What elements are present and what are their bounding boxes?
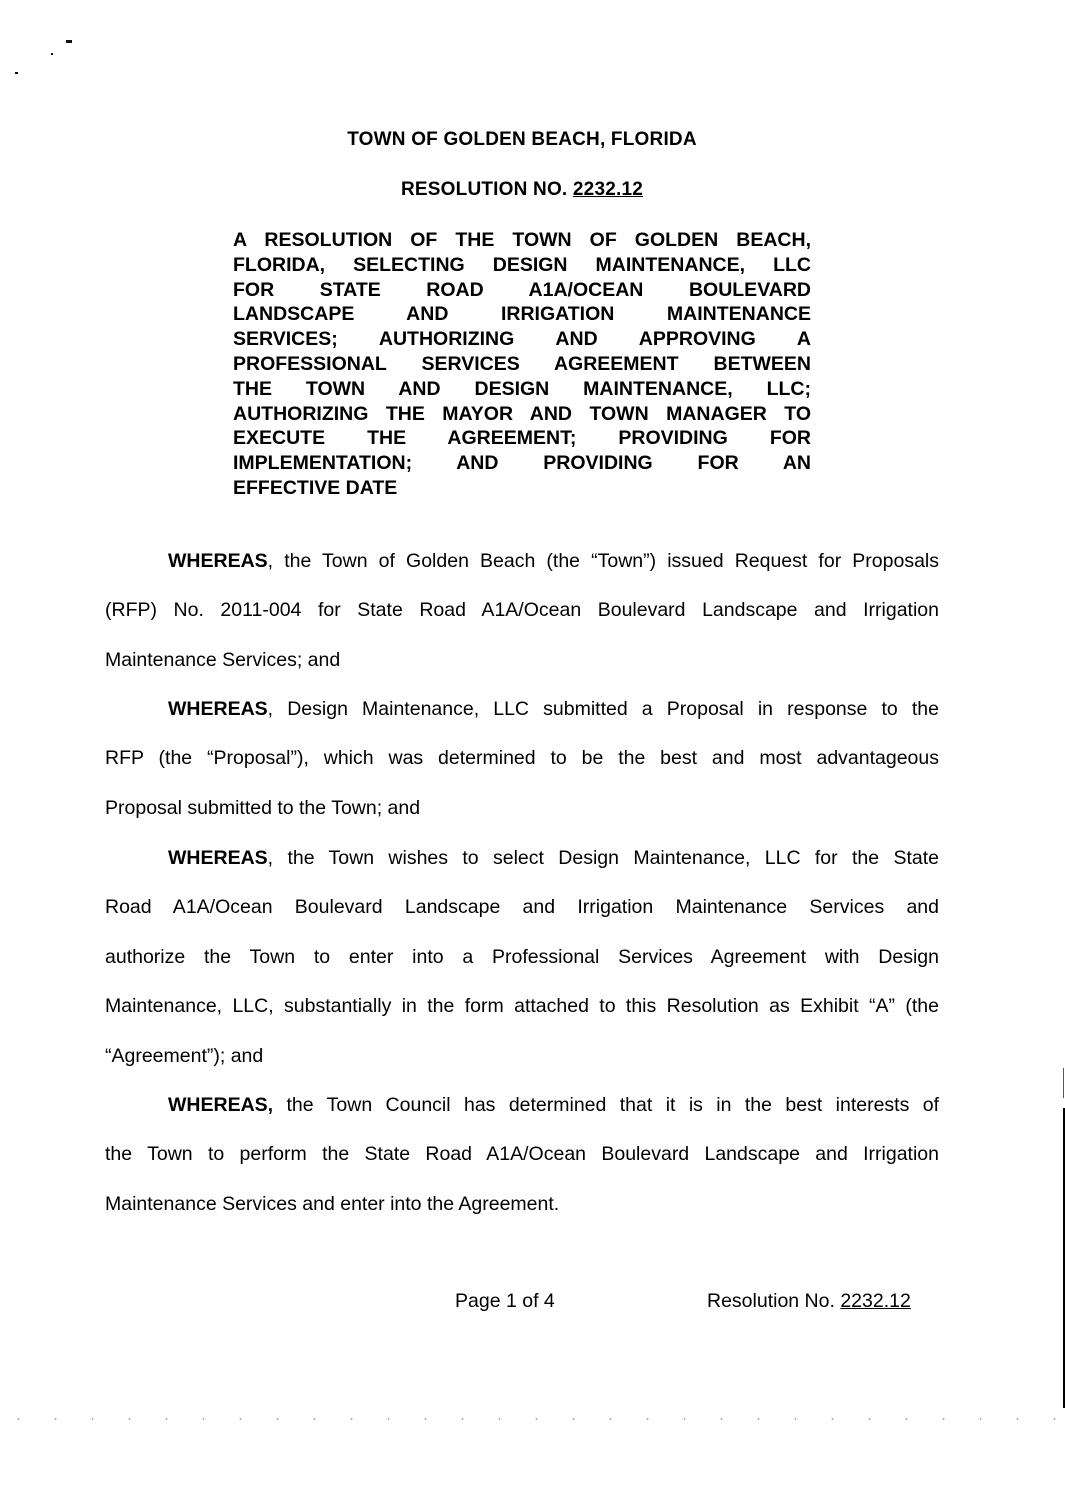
page-number: Page 1 of 4 xyxy=(455,1290,555,1312)
whereas-clause xyxy=(105,537,939,685)
clause-line xyxy=(105,685,939,734)
title-line: AUTHORIZING THE MAYOR AND TOWN MANAGER TO xyxy=(233,402,811,425)
whereas-clause xyxy=(105,685,939,833)
clause-text: the Town Council has determined that it is in the best interests of xyxy=(273,1094,939,1116)
title-line: THE TOWN AND DESIGN MAINTENANCE, LLC; xyxy=(233,377,811,400)
clause-line: Maintenance, LLC, substantially in the form attached to this Resolution as Exhibit “A” (the xyxy=(105,995,939,1018)
clause-line xyxy=(105,834,939,883)
footer-resolution-prefix: Resolution No. xyxy=(707,1290,841,1312)
scan-dots xyxy=(0,1418,1065,1420)
title-line: EXECUTE THE AGREEMENT; PROVIDING FOR xyxy=(233,427,811,450)
clause-line: RFP (the “Proposal”), which was determined to be the best and most advantageous xyxy=(105,747,939,770)
footer-resolution-number xyxy=(707,1290,911,1313)
whereas-clause xyxy=(105,834,939,1081)
clause-line: the Town to perform the State Road A1A/Ocean Boulevard Landscape and Irrigation xyxy=(105,1143,939,1166)
whereas-clause xyxy=(105,1081,939,1229)
title-line: FLORIDA, SELECTING DESIGN MAINTENANCE, LLC xyxy=(233,253,811,276)
clause-line: Proposal submitted to the Town; and xyxy=(105,796,421,819)
resolution-title xyxy=(233,228,811,501)
title-line: LANDSCAPE AND IRRIGATION MAINTENANCE xyxy=(233,303,811,326)
clause-line: Maintenance Services; and xyxy=(105,648,341,671)
scan-edge-line xyxy=(1063,1068,1064,1098)
whereas-lead: WHEREAS xyxy=(168,698,268,720)
clause-line: authorize the Town to enter into a Professional Services Agreement with Design xyxy=(105,945,939,968)
resolution-number: 2232.12 xyxy=(572,179,643,200)
clause-line: Road A1A/Ocean Boulevard Landscape and Irrigation Maintenance Services and xyxy=(105,896,939,919)
whereas-lead: WHEREAS, xyxy=(168,1094,274,1116)
title-line: IMPLEMENTATION; AND PROVIDING FOR AN xyxy=(233,452,811,475)
clause-text: , the Town wishes to select Design Maintenance, LLC for the State xyxy=(267,847,939,869)
title-line: PROFESSIONAL SERVICES AGREEMENT BETWEEN xyxy=(233,352,811,375)
clause-text: , the Town of Golden Beach (the “Town”) issued Request for Proposals xyxy=(267,550,939,572)
scan-speck xyxy=(66,40,72,43)
clause-line xyxy=(105,1081,939,1130)
clause-line: Maintenance Services and enter into the Agreement. xyxy=(105,1192,560,1215)
title-line: A RESOLUTION OF THE TOWN OF GOLDEN BEACH, xyxy=(233,229,811,251)
title-line: FOR STATE ROAD A1A/OCEAN BOULEVARD xyxy=(233,278,811,301)
clause-line xyxy=(105,537,939,586)
clause-line: (RFP) No. 2011-004 for State Road A1A/Ocean Boulevard Landscape and Irrigation xyxy=(105,599,939,622)
resolution-heading xyxy=(0,179,1044,201)
scan-speck xyxy=(51,53,53,55)
whereas-lead: WHEREAS xyxy=(168,550,268,572)
whereas-lead: WHEREAS xyxy=(168,847,268,869)
resolution-heading-prefix: RESOLUTION NO. xyxy=(401,179,573,200)
clause-line: “Agreement”); and xyxy=(105,1044,264,1067)
clause-text: , Design Maintenance, LLC submitted a Proposal in response to the xyxy=(267,698,939,720)
title-line: SERVICES; AUTHORIZING AND APPROVING A xyxy=(233,328,811,351)
municipality-heading: TOWN OF GOLDEN BEACH, FLORIDA xyxy=(347,129,697,150)
footer-resolution-value: 2232.12 xyxy=(840,1290,911,1312)
title-line: EFFECTIVE DATE xyxy=(233,476,398,499)
scan-speck xyxy=(15,72,18,74)
